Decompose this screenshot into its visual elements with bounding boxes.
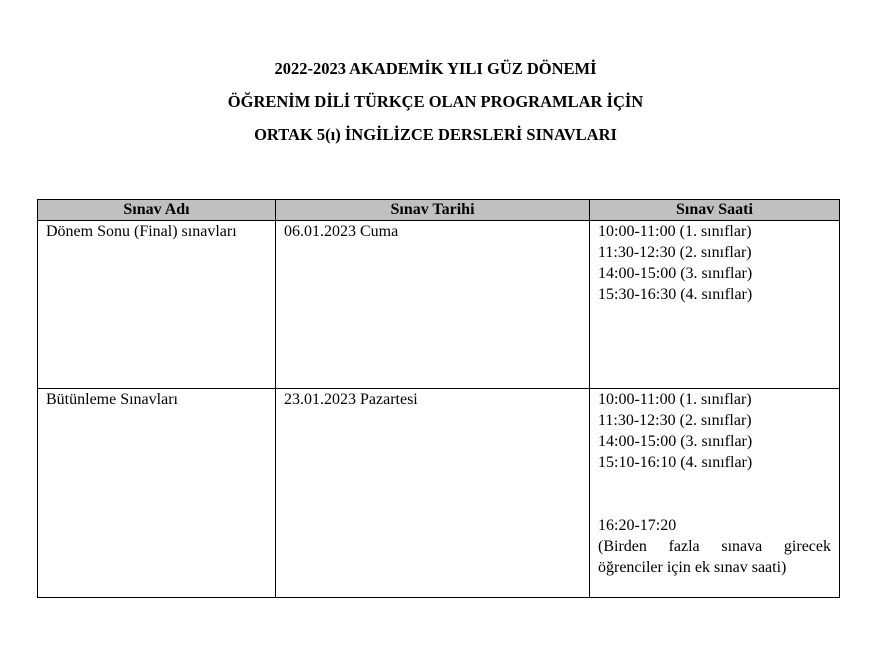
title-exams: ORTAK 5(ı) İNGİLİZCE DERSLERİ SINAVLARI [254, 125, 617, 144]
document-header [0, 58, 871, 157]
header-exam-time: Sınav Saati [590, 200, 840, 221]
extra-time-note: (Birden fazla sınava girecek öğrenciler için ek sınav saati) [598, 538, 831, 576]
table-header-row [38, 200, 840, 221]
exam-time-cell [590, 221, 840, 389]
exam-name-cell: Dönem Sonu (Final) sınavları [38, 221, 276, 389]
time-slot: 15:30-16:30 (4. sınıflar) [598, 286, 753, 303]
time-slot: 10:00-11:00 (1. sınıflar) [598, 391, 752, 408]
time-slot: 11:30-12:30 (2. sınıflar) [598, 412, 752, 429]
title-programs: ÖĞRENİM DİLİ TÜRKÇE OLAN PROGRAMLAR İÇİN [227, 92, 644, 111]
time-slot: 15:10-16:10 (4. sınıflar) [598, 454, 753, 471]
header-exam-name: Sınav Adı [38, 200, 276, 221]
extra-time-slot: 16:20-17:20 [598, 517, 677, 534]
exam-date-cell: 23.01.2023 Pazartesi [276, 389, 590, 598]
spacer [598, 473, 831, 515]
table-row [38, 389, 840, 598]
header-exam-date: Sınav Tarihi [276, 200, 590, 221]
exam-time-cell [590, 389, 840, 598]
time-slot: 14:00-15:00 (3. sınıflar) [598, 265, 753, 282]
time-slot: 10:00-11:00 (1. sınıflar) [598, 223, 752, 240]
table-row [38, 221, 840, 389]
exam-name-cell: Bütünleme Sınavları [38, 389, 276, 598]
exam-date-cell: 06.01.2023 Cuma [276, 221, 590, 389]
time-slot: 11:30-12:30 (2. sınıflar) [598, 244, 752, 261]
exam-schedule-table [37, 199, 840, 598]
time-slot: 14:00-15:00 (3. sınıflar) [598, 433, 753, 450]
title-academic-year: 2022-2023 AKADEMİK YILI GÜZ DÖNEMİ [274, 59, 597, 78]
